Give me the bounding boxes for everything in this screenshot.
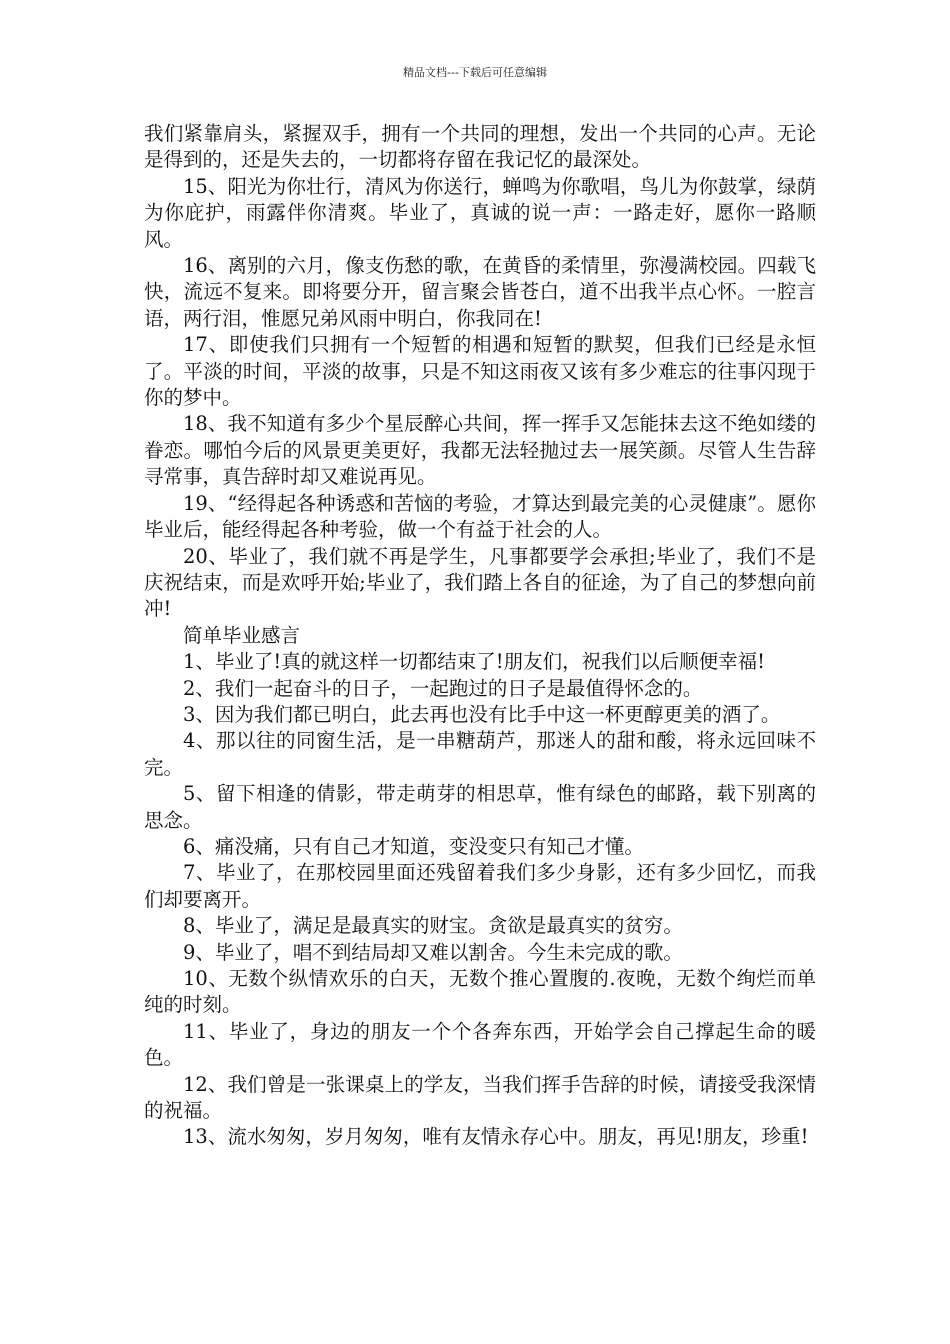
paragraph: 2、我们一起奋斗的日子，一起跑过的日子是最值得怀念的。 xyxy=(183,676,703,700)
paragraph: 12、我们曾是一张课桌上的学友，当我们挥手告辞的时候，请接受我深情的祝福。 xyxy=(144,1072,816,1123)
paragraph: 5、留下相逢的倩影，带走萌芽的相思草，惟有绿色的邮路，载下别离的思念。 xyxy=(144,782,816,832)
paragraph: 20、毕业了，我们就不再是学生，凡事都要学会承担;毕业了，我们不是庆祝结束，而是欢呼开始;毕业了，我们踏上各自的征途，为了自己的梦想向前冲! xyxy=(144,544,816,621)
paragraph: 7、毕业了，在那校园里面还残留着我们多少身影，还有多少回忆，而我们却要离开。 xyxy=(144,861,816,911)
paragraph: 15、阳光为你壮行，清风为你送行，蝉鸣为你歌唱，鸟儿为你鼓掌，绿荫为你庇护，雨露伴你清爽。毕业了，真诚的说一声：一路走好，愿你一路顺风。 xyxy=(144,174,816,251)
paragraph: 9、毕业了，唱不到结局却又难以割舍。今生未完成的歌。 xyxy=(183,940,683,964)
paragraph: 8、毕业了，满足是最真实的财宝。贪欲是最真实的贫穷。 xyxy=(183,914,683,938)
paragraph: 16、离别的六月，像支伤愁的歌，在黄昏的柔情里，弥漫满校园。四载飞快，流远不复来。即将要分开，留言聚会皆苍白，道不出我半点心怀。一腔言语，两行泪，惟愿兄弟风雨中明白，你我同在! xyxy=(144,254,816,330)
paragraph: 10、无数个纵情欢乐的白天，无数个推心置腹的.夜晚，无数个绚烂而单纯的时刻。 xyxy=(144,967,816,1017)
paragraph: 我们紧靠肩头，紧握双手，拥有一个共同的理想，发出一个共同的心声。无论是得到的，还是失去的，一切都将存留在我记忆的最深处。 xyxy=(144,122,816,172)
paragraph: 18、我不知道有多少个星辰醉心共间，挥一挥手又怎能抹去这不绝如缕的眷恋。哪怕今后的风景更美更好，我都无法轻抛过去一展笑颜。尽管人生告辞寻常事，真告辞时却又难说再见。 xyxy=(144,412,816,489)
page-header: 精品文档---下载后可任意编辑 xyxy=(403,66,547,79)
paragraph: 11、毕业了，身边的朋友一个个各奔东西，开始学会自己撑起生命的暖色。 xyxy=(144,1019,816,1070)
paragraph: 4、那以往的同窗生活，是一串糖葫芦，那迷人的甜和酸，将永远回味不完。 xyxy=(144,729,816,779)
document-body xyxy=(144,121,816,1151)
paragraph: 1、毕业了!真的就这样一切都结束了!朋友们，祝我们以后顺便幸福! xyxy=(183,650,765,674)
paragraph: 17、即使我们只拥有一个短暂的相遇和短暂的默契，但我们已经是永恒了。平淡的时间，平淡的故事，只是不知这雨夜又该有多少难忘的往事闪现于你的梦中。 xyxy=(144,333,816,410)
paragraph: 6、痛没痛，只有自己才知道，变没变只有知己才懂。 xyxy=(183,834,644,858)
paragraph: 19、“经得起各种诱惑和苦恼的考验，才算达到最完美的心灵健康”。愿你毕业后，能经得起各种考验，做一个有益于社会的人。 xyxy=(144,491,816,542)
paragraph: 13、流水匆匆，岁月匆匆，唯有友情永存心中。朋友，再见!朋友，珍重! xyxy=(183,1125,809,1149)
section-heading: 简单毕业感言 xyxy=(183,623,301,647)
paragraph: 3、因为我们都已明白，此去再也没有比手中这一杯更醇更美的酒了。 xyxy=(183,702,781,726)
